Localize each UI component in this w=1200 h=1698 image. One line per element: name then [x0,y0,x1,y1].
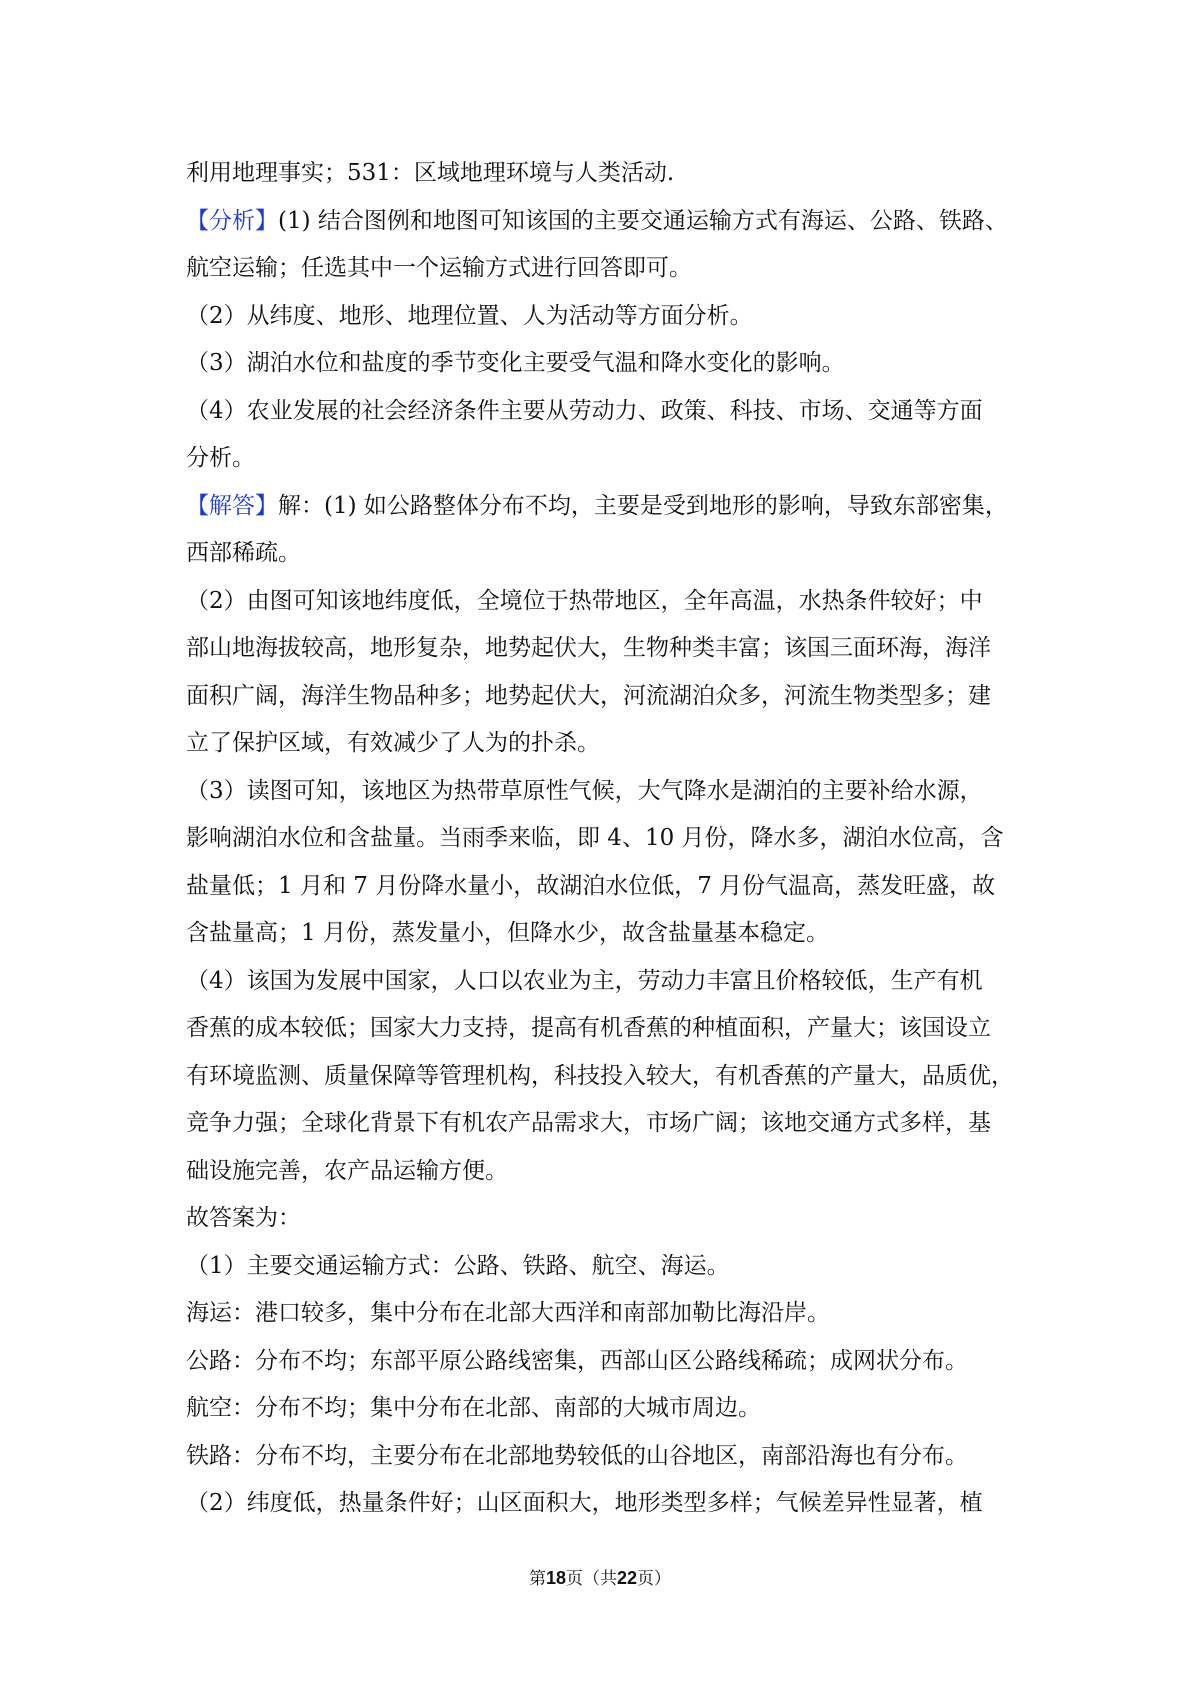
line-text: （2）由图可知该地纬度低，全境位于热带地区，全年高温，水热条件较好；中 [186,587,983,614]
line-text: 影响湖泊水位和含盐量。当雨季来临，即 4、10 月份，降水多，湖泊水位高，含 [186,825,1004,851]
line-text: （4）该国为发展中国家，人口以农业为主，劳动力丰富且价格较低，生产有机 [186,967,983,994]
line-text: 础设施完善，农产品运输方便。 [186,1157,508,1184]
line-text: 部山地海拔较高，地形复杂，地势起伏大，生物种类丰富；该国三面环海，海洋 [186,635,991,661]
footer-page-number: 18 [545,1568,566,1588]
line-text: 竞争力强；全球化背景下有机农产品需求大，市场广阔；该地交通方式多样，基 [186,1110,991,1136]
line-text: 香蕉的成本较低；国家大力支持，提高有机香蕉的种植面积，产量大；该国设立 [186,1015,991,1041]
line-text: 面积广阔，海洋生物品种多；地势起伏大，河流湖泊众多，河流生物类型多；建 [186,682,991,709]
text-line [186,1053,1026,1101]
footer-middle: 页（共 [566,1569,617,1589]
line-text: 公路：分布不均；东部平原公路线密集，西部山区公路线稀疏；成网状分布。 [186,1347,968,1374]
text-line [186,673,1026,721]
text-line [186,1338,1026,1386]
text-line [186,815,1026,863]
footer-prefix: 第 [528,1569,546,1589]
line-text: 盐量低；1 月和 7 月份降水量小，故湖泊水位低，7 月份气温高，蒸发旺盛，故 [186,872,996,899]
text-line [186,1243,1026,1291]
text-line [186,435,1026,483]
text-line [186,578,1026,626]
section-tag: 【分析】 [186,207,278,234]
text-line [186,768,1026,816]
text-line [186,863,1026,911]
text-line [186,388,1026,436]
footer-suffix: 页） [637,1569,672,1589]
line-text: （2）纬度低，热量条件好；山区面积大，地形类型多样；气候差异性显著，植 [186,1490,983,1516]
line-text: 航空运输；任选其中一个运输方式进行回答即可。 [186,255,692,281]
text-line [186,625,1026,673]
text-line [186,1148,1026,1196]
text-line [186,910,1026,958]
text-line [186,530,1026,578]
text-line [186,483,1026,531]
document-body [186,150,1026,1528]
text-line [186,958,1026,1006]
text-line [186,1195,1026,1243]
text-line [186,720,1026,768]
line-text: （4）农业发展的社会经济条件主要从劳动力、政策、科技、市场、交通等方面 [186,397,983,424]
line-text: 解：(1) 如公路整体分布不均，主要是受到地形的影响，导致东部密集， [278,492,1008,519]
section-tag: 【解答】 [186,492,278,519]
line-text: 利用地理事实；531：区域地理环境与人类活动. [186,160,675,186]
line-text: 故答案为： [186,1205,301,1231]
text-line [186,1005,1026,1053]
line-text: （1）主要交通运输方式：公路、铁路、航空、海运。 [186,1252,730,1279]
line-text: 铁路：分布不均，主要分布在北部地势较低的山谷地区，南部沿海也有分布。 [186,1442,968,1469]
line-text: （3）湖泊水位和盐度的季节变化主要受气温和降水变化的影响。 [186,350,845,376]
text-line [186,1480,1026,1528]
text-line [186,198,1026,246]
text-line [186,1290,1026,1338]
text-line [186,293,1026,341]
text-line [186,245,1026,293]
footer-total-pages: 22 [617,1568,638,1588]
text-line [186,1433,1026,1481]
line-text: 西部稀疏。 [186,540,301,566]
text-line [186,340,1026,388]
text-line [186,150,1026,198]
line-text: （3）读图可知，该地区为热带草原性气候，大气降水是湖泊的主要补给水源， [186,777,983,804]
line-text: 有环境监测、质量保障等管理机构，科技投入较大，有机香蕉的产量大，品质优， [186,1062,1014,1089]
page-footer [0,1566,1200,1591]
line-text: 含盐量高；1 月份，蒸发量小，但降水少，故含盐量基本稳定。 [186,920,829,946]
line-text: 立了保护区域，有效减少了人为的扑杀。 [186,730,600,756]
line-text: （2）从纬度、地形、地理位置、人为活动等方面分析。 [186,302,753,329]
text-line [186,1100,1026,1148]
line-text: (1) 结合图例和地图可知该国的主要交通运输方式有海运、公路、铁路、 [278,207,1008,234]
text-line [186,1385,1026,1433]
line-text: 海运：港口较多，集中分布在北部大西洋和南部加勒比海沿岸。 [186,1300,830,1326]
line-text: 航空：分布不均；集中分布在北部、南部的大城市周边。 [186,1395,761,1421]
line-text: 分析。 [186,445,255,471]
